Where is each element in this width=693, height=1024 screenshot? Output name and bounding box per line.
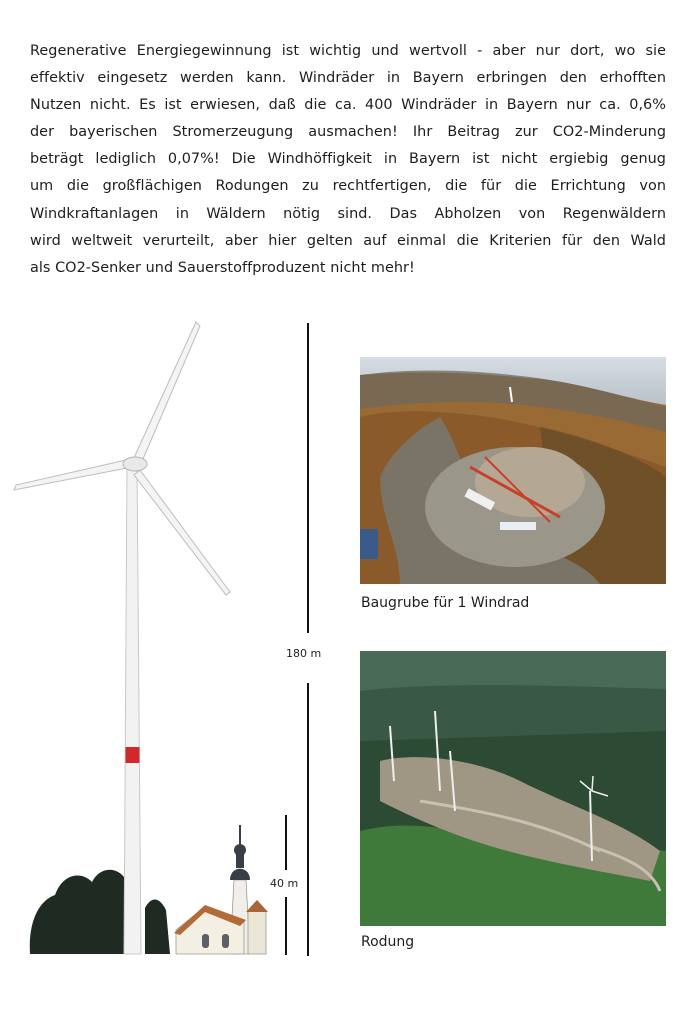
paragraph-line: Regenerative Energiegewinnung ist wichtig und wertvoll - aber nur dort, wo sie (30, 43, 666, 59)
wind-turbine-illustration (0, 310, 300, 970)
turbine-tower-band (126, 747, 140, 763)
turbine-height-label: 180 m (286, 647, 322, 660)
turbine-nacelle (123, 457, 147, 471)
tree-line (30, 870, 126, 954)
church-illustration (174, 825, 268, 954)
forest-clearing-photo (360, 651, 666, 926)
paragraph-line: beträgt lediglich 0,07%! Die Windhöffigkeit in Bayern ist nicht ergiebig genug (30, 151, 666, 168)
church-height-scale-line (285, 815, 287, 870)
paragraph-line: effektiv eingesetz werden kann. Windräder in Bayern erbringen den erhofften (30, 70, 666, 87)
turbine-blade (14, 460, 127, 490)
forest-clearing-image (360, 651, 666, 926)
turbine-tower (124, 466, 141, 954)
forest-clearing-caption: Rodung (361, 934, 415, 950)
paragraph-line: der bayerischen Stromerzeugung ausmachen! Ihr Beitrag zur CO2-Minderung (30, 124, 666, 141)
turbine-height-scale-line (307, 683, 309, 956)
turbine-blade (133, 322, 200, 466)
paragraph-line: Nutzen nicht. Es ist erwiesen, daß die ca. 400 Windräder in Bayern nur ca. 0,6% (30, 97, 666, 114)
intro-paragraph (30, 38, 666, 282)
construction-pit-photo (360, 357, 666, 584)
turbine-blade (134, 470, 230, 595)
tree-line (145, 900, 170, 954)
paragraph-line: wird weltweit verurteilt, aber hier gelten auf einmal die Kriterien für den Wald (30, 232, 666, 249)
church-height-scale-line (285, 897, 287, 955)
construction-pit-image (360, 357, 666, 584)
paragraph-line: als CO2-Senker und Sauerstoffproduzent nicht mehr! (30, 259, 415, 276)
construction-pit-caption: Baugrube für 1 Windrad (361, 595, 530, 611)
turbine-height-scale-line (307, 323, 309, 633)
paragraph-line: um die großflächigen Rodungen zu rechtfertigen, die für die Errichtung von (30, 178, 666, 195)
church-height-label: 40 m (270, 877, 299, 890)
paragraph-line: Windkraftanlagen in Wäldern nötig sind. Das Abholzen von Regenwäldern (30, 205, 666, 222)
